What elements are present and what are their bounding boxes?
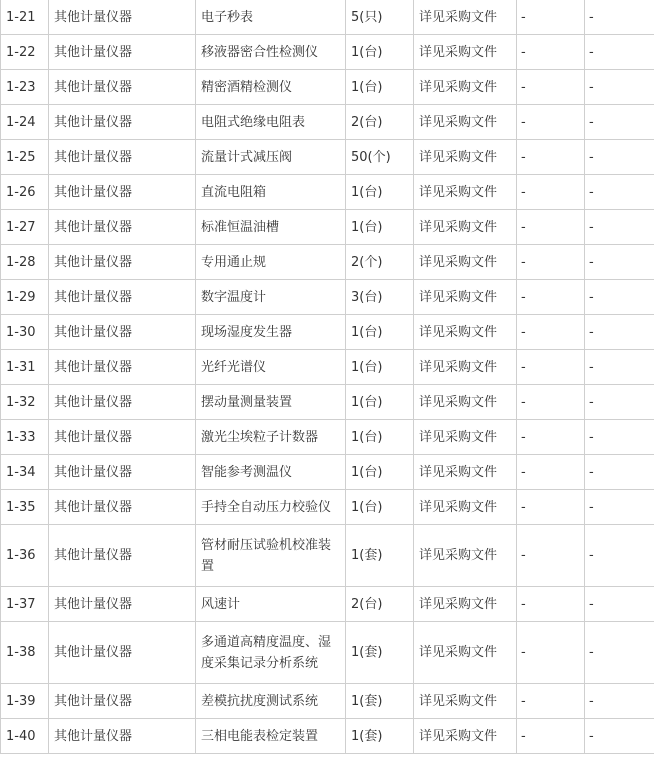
placeholder-cell: - bbox=[585, 70, 654, 105]
item-name-cell: 光纤光谱仪 bbox=[196, 350, 346, 385]
placeholder-cell: - bbox=[585, 490, 654, 525]
item-name-cell: 智能参考测温仪 bbox=[196, 455, 346, 490]
table-body bbox=[1, 0, 654, 754]
quantity-cell: 1(台) bbox=[346, 455, 414, 490]
table-row bbox=[1, 455, 654, 490]
placeholder-cell: - bbox=[517, 70, 585, 105]
spec-reference-cell: 详见采购文件 bbox=[414, 490, 517, 525]
row-number-cell: 1-40 bbox=[1, 719, 49, 754]
table-row bbox=[1, 385, 654, 420]
spec-reference-cell: 详见采购文件 bbox=[414, 684, 517, 719]
placeholder-cell: - bbox=[585, 210, 654, 245]
placeholder-cell: - bbox=[517, 35, 585, 70]
table-row bbox=[1, 490, 654, 525]
placeholder-cell: - bbox=[517, 385, 585, 420]
table-row bbox=[1, 622, 654, 684]
item-name-cell: 激光尘埃粒子计数器 bbox=[196, 420, 346, 455]
placeholder-cell: - bbox=[517, 622, 585, 684]
row-number-cell: 1-39 bbox=[1, 684, 49, 719]
item-name-cell: 移液器密合性检测仪 bbox=[196, 35, 346, 70]
table-row bbox=[1, 70, 654, 105]
category-cell: 其他计量仪器 bbox=[49, 385, 196, 420]
item-name-cell: 风速计 bbox=[196, 587, 346, 622]
category-cell: 其他计量仪器 bbox=[49, 420, 196, 455]
category-cell: 其他计量仪器 bbox=[49, 210, 196, 245]
table-row bbox=[1, 525, 654, 587]
quantity-cell: 1(台) bbox=[346, 490, 414, 525]
placeholder-cell: - bbox=[585, 350, 654, 385]
category-cell: 其他计量仪器 bbox=[49, 587, 196, 622]
quantity-cell: 1(台) bbox=[346, 175, 414, 210]
row-number-cell: 1-26 bbox=[1, 175, 49, 210]
table-row bbox=[1, 105, 654, 140]
row-number-cell: 1-32 bbox=[1, 385, 49, 420]
item-name-cell: 多通道高精度温度、湿度采集记录分析系统 bbox=[196, 622, 346, 684]
quantity-cell: 1(台) bbox=[346, 35, 414, 70]
row-number-cell: 1-23 bbox=[1, 70, 49, 105]
quantity-cell: 5(只) bbox=[346, 0, 414, 35]
placeholder-cell: - bbox=[517, 420, 585, 455]
spec-reference-cell: 详见采购文件 bbox=[414, 280, 517, 315]
placeholder-cell: - bbox=[585, 420, 654, 455]
spec-reference-cell: 详见采购文件 bbox=[414, 350, 517, 385]
placeholder-cell: - bbox=[517, 525, 585, 587]
spec-reference-cell: 详见采购文件 bbox=[414, 210, 517, 245]
row-number-cell: 1-24 bbox=[1, 105, 49, 140]
spec-reference-cell: 详见采购文件 bbox=[414, 70, 517, 105]
table-row bbox=[1, 280, 654, 315]
row-number-cell: 1-38 bbox=[1, 622, 49, 684]
spec-reference-cell: 详见采购文件 bbox=[414, 455, 517, 490]
placeholder-cell: - bbox=[585, 455, 654, 490]
category-cell: 其他计量仪器 bbox=[49, 105, 196, 140]
quantity-cell: 1(台) bbox=[346, 385, 414, 420]
quantity-cell: 1(台) bbox=[346, 350, 414, 385]
quantity-cell: 50(个) bbox=[346, 140, 414, 175]
row-number-cell: 1-28 bbox=[1, 245, 49, 280]
quantity-cell: 1(套) bbox=[346, 622, 414, 684]
item-name-cell: 数字温度计 bbox=[196, 280, 346, 315]
category-cell: 其他计量仪器 bbox=[49, 455, 196, 490]
spec-reference-cell: 详见采购文件 bbox=[414, 35, 517, 70]
quantity-cell: 2(个) bbox=[346, 245, 414, 280]
placeholder-cell: - bbox=[585, 622, 654, 684]
row-number-cell: 1-36 bbox=[1, 525, 49, 587]
quantity-cell: 1(套) bbox=[346, 525, 414, 587]
spec-reference-cell: 详见采购文件 bbox=[414, 420, 517, 455]
category-cell: 其他计量仪器 bbox=[49, 35, 196, 70]
table-row bbox=[1, 315, 654, 350]
item-name-cell: 流量计式减压阀 bbox=[196, 140, 346, 175]
table-row bbox=[1, 684, 654, 719]
row-number-cell: 1-29 bbox=[1, 280, 49, 315]
placeholder-cell: - bbox=[585, 245, 654, 280]
table-row bbox=[1, 140, 654, 175]
placeholder-cell: - bbox=[517, 490, 585, 525]
item-name-cell: 现场湿度发生器 bbox=[196, 315, 346, 350]
category-cell: 其他计量仪器 bbox=[49, 175, 196, 210]
table-row bbox=[1, 420, 654, 455]
placeholder-cell: - bbox=[517, 280, 585, 315]
placeholder-cell: - bbox=[585, 0, 654, 35]
row-number-cell: 1-21 bbox=[1, 0, 49, 35]
quantity-cell: 1(台) bbox=[346, 420, 414, 455]
spec-reference-cell: 详见采购文件 bbox=[414, 140, 517, 175]
placeholder-cell: - bbox=[585, 35, 654, 70]
category-cell: 其他计量仪器 bbox=[49, 525, 196, 587]
placeholder-cell: - bbox=[585, 385, 654, 420]
table-row bbox=[1, 210, 654, 245]
row-number-cell: 1-35 bbox=[1, 490, 49, 525]
row-number-cell: 1-37 bbox=[1, 587, 49, 622]
placeholder-cell: - bbox=[517, 210, 585, 245]
category-cell: 其他计量仪器 bbox=[49, 350, 196, 385]
item-name-cell: 手持全自动压力校验仪 bbox=[196, 490, 346, 525]
quantity-cell: 1(套) bbox=[346, 719, 414, 754]
category-cell: 其他计量仪器 bbox=[49, 622, 196, 684]
table-row bbox=[1, 35, 654, 70]
placeholder-cell: - bbox=[517, 315, 585, 350]
placeholder-cell: - bbox=[585, 525, 654, 587]
placeholder-cell: - bbox=[517, 245, 585, 280]
item-name-cell: 管材耐压试验机校准装置 bbox=[196, 525, 346, 587]
quantity-cell: 2(台) bbox=[346, 587, 414, 622]
item-name-cell: 电子秒表 bbox=[196, 0, 346, 35]
row-number-cell: 1-30 bbox=[1, 315, 49, 350]
item-name-cell: 精密酒精检测仪 bbox=[196, 70, 346, 105]
category-cell: 其他计量仪器 bbox=[49, 315, 196, 350]
placeholder-cell: - bbox=[585, 140, 654, 175]
placeholder-cell: - bbox=[585, 684, 654, 719]
item-name-cell: 电阻式绝缘电阻表 bbox=[196, 105, 346, 140]
category-cell: 其他计量仪器 bbox=[49, 719, 196, 754]
row-number-cell: 1-34 bbox=[1, 455, 49, 490]
spec-reference-cell: 详见采购文件 bbox=[414, 525, 517, 587]
table-row bbox=[1, 719, 654, 754]
placeholder-cell: - bbox=[517, 140, 585, 175]
quantity-cell: 1(台) bbox=[346, 210, 414, 245]
placeholder-cell: - bbox=[585, 105, 654, 140]
item-name-cell: 直流电阻箱 bbox=[196, 175, 346, 210]
spec-reference-cell: 详见采购文件 bbox=[414, 587, 517, 622]
category-cell: 其他计量仪器 bbox=[49, 70, 196, 105]
category-cell: 其他计量仪器 bbox=[49, 280, 196, 315]
category-cell: 其他计量仪器 bbox=[49, 140, 196, 175]
category-cell: 其他计量仪器 bbox=[49, 0, 196, 35]
row-number-cell: 1-25 bbox=[1, 140, 49, 175]
row-number-cell: 1-22 bbox=[1, 35, 49, 70]
quantity-cell: 3(台) bbox=[346, 280, 414, 315]
quantity-cell: 1(套) bbox=[346, 684, 414, 719]
placeholder-cell: - bbox=[517, 587, 585, 622]
category-cell: 其他计量仪器 bbox=[49, 684, 196, 719]
placeholder-cell: - bbox=[585, 280, 654, 315]
spec-reference-cell: 详见采购文件 bbox=[414, 245, 517, 280]
item-name-cell: 专用通止规 bbox=[196, 245, 346, 280]
item-name-cell: 摆动量测量装置 bbox=[196, 385, 346, 420]
row-number-cell: 1-31 bbox=[1, 350, 49, 385]
placeholder-cell: - bbox=[517, 684, 585, 719]
placeholder-cell: - bbox=[585, 315, 654, 350]
category-cell: 其他计量仪器 bbox=[49, 245, 196, 280]
row-number-cell: 1-33 bbox=[1, 420, 49, 455]
placeholder-cell: - bbox=[585, 175, 654, 210]
category-cell: 其他计量仪器 bbox=[49, 490, 196, 525]
spec-reference-cell: 详见采购文件 bbox=[414, 175, 517, 210]
spec-reference-cell: 详见采购文件 bbox=[414, 105, 517, 140]
placeholder-cell: - bbox=[517, 350, 585, 385]
table-row bbox=[1, 175, 654, 210]
table-row bbox=[1, 0, 654, 35]
quantity-cell: 2(台) bbox=[346, 105, 414, 140]
placeholder-cell: - bbox=[585, 719, 654, 754]
row-number-cell: 1-27 bbox=[1, 210, 49, 245]
table-row bbox=[1, 350, 654, 385]
item-name-cell: 三相电能表检定装置 bbox=[196, 719, 346, 754]
placeholder-cell: - bbox=[517, 455, 585, 490]
quantity-cell: 1(台) bbox=[346, 70, 414, 105]
item-name-cell: 标准恒温油槽 bbox=[196, 210, 346, 245]
spec-reference-cell: 详见采购文件 bbox=[414, 315, 517, 350]
placeholder-cell: - bbox=[585, 587, 654, 622]
placeholder-cell: - bbox=[517, 175, 585, 210]
table-row bbox=[1, 245, 654, 280]
spec-reference-cell: 详见采购文件 bbox=[414, 0, 517, 35]
spec-reference-cell: 详见采购文件 bbox=[414, 719, 517, 754]
placeholder-cell: - bbox=[517, 105, 585, 140]
table-row bbox=[1, 587, 654, 622]
placeholder-cell: - bbox=[517, 0, 585, 35]
placeholder-cell: - bbox=[517, 719, 585, 754]
spec-reference-cell: 详见采购文件 bbox=[414, 622, 517, 684]
item-name-cell: 差模抗扰度测试系统 bbox=[196, 684, 346, 719]
spec-reference-cell: 详见采购文件 bbox=[414, 385, 517, 420]
quantity-cell: 1(台) bbox=[346, 315, 414, 350]
